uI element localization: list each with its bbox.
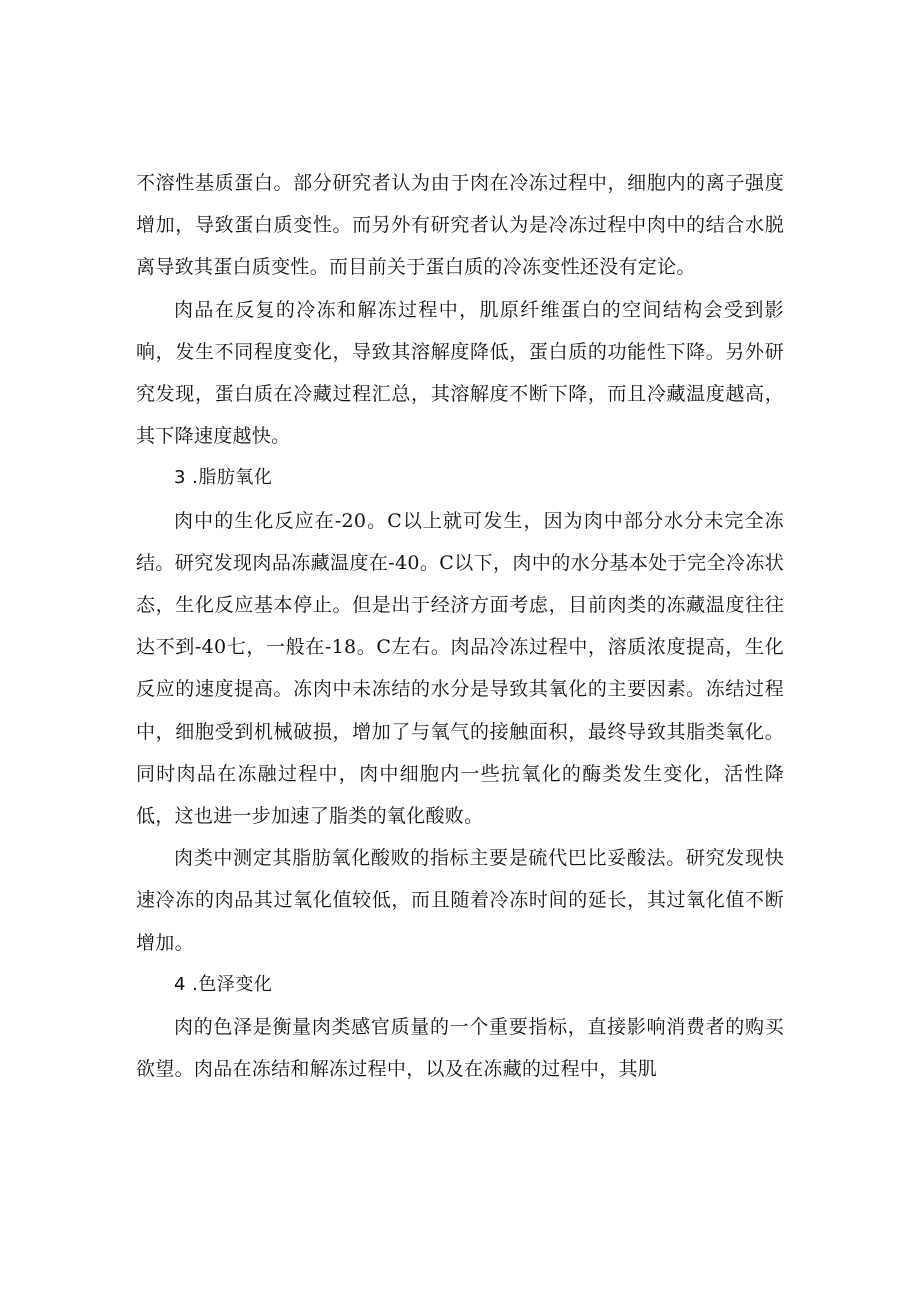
paragraph-color-change: 肉的色泽是衡量肉类感官质量的一个重要指标，直接影响消费者的购买欲望。肉品在冻结和解冻过程中，以及在冻藏的过程中，其肌: [136, 1016, 784, 1081]
paragraph-protein-denaturation: 不溶性基质蛋白。部分研究者认为由于肉在冷冻过程中，细胞内的离子强度增加，导致蛋白质变性。而另外有研究者认为是冷冻过程中肉中的结合水脱离导致其蛋白质变性。而目前关于蛋白质的冷冻变性还没有定论。: [136, 172, 784, 279]
section-heading-color-change: 4 .色泽变化: [174, 973, 273, 995]
paragraph-tba-method: 肉类中测定其脂肪氧化酸败的指标主要是硫代巴比妥酸法。研究发现快速冷冻的肉品其过氧化值较低，而且随着冷冻时间的延长，其过氧化值不断增加。: [136, 847, 784, 954]
document-body: [136, 162, 784, 1090]
section-heading-lipid-oxidation: 3 .脂肪氧化: [174, 467, 273, 489]
paragraph-myofibrillar-protein: 肉品在反复的冷冻和解冻过程中，肌原纤维蛋白的空间结构会受到影响，发生不同程度变化，导致其溶解度降低，蛋白质的功能性下降。另外研究发现，蛋白质在冷藏过程汇总，其溶解度不断下降，而且冷藏温度越高，其下降速度越快。: [136, 298, 784, 448]
paragraph-lipid-oxidation: 肉中的生化反应在-20。C以上就可发生，因为肉中部分水分未完全冻结。研究发现肉品冻藏温度在-40。C以下，肉中的水分基本处于完全冷冻状态，生化反应基本停止。但是出于经济方面考虑，目前肉类的冻藏温度往往达不到-40七，一般在-18。C左右。肉品冷冻过程中，溶质浓度提高，生化反应的速度提高。冻肉中未冻结的水分是导致其氧化的主要因素。冻结过程中，细胞受到机械破损，增加了与氧气的接触面积，最终导致其脂类氧化。同时肉品在冻融过程中，肉中细胞内一些抗氧化的酶类发生变化，活性降低，这也进一步加速了脂类的氧化酸败。: [136, 509, 784, 828]
